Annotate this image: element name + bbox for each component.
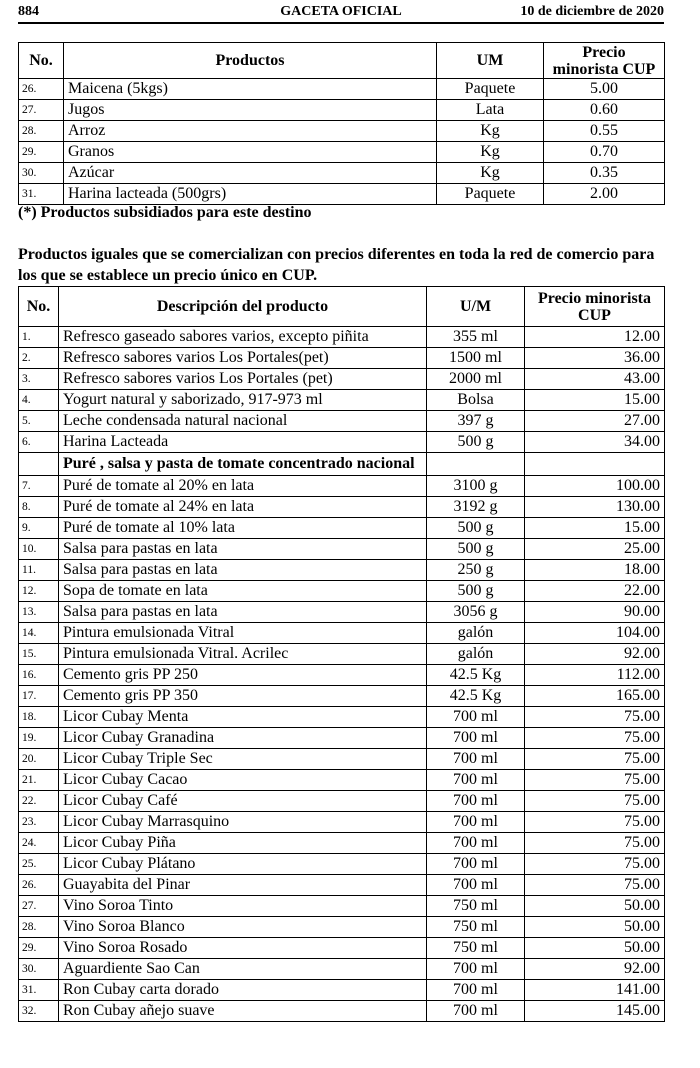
row-number: 14. (19, 623, 59, 644)
product-description: Harina Lacteada (59, 432, 427, 453)
retail-price: 75.00 (525, 854, 665, 875)
unique-price-table (18, 286, 665, 1022)
product-description: Puré de tomate al 24% en lata (59, 497, 427, 518)
table-row (19, 184, 665, 205)
issue-date: 10 de diciembre de 2020 (520, 4, 664, 19)
table-row (19, 791, 665, 812)
product-description: Salsa para pastas en lata (59, 539, 427, 560)
table-row (19, 833, 665, 854)
unit-of-measure: 500 g (427, 518, 525, 539)
unit-of-measure: 750 ml (427, 917, 525, 938)
table-row (19, 518, 665, 539)
retail-price: 0.35 (544, 163, 665, 184)
row-number: 29. (19, 142, 64, 163)
subheading-row (19, 453, 665, 476)
unit-of-measure: 700 ml (427, 749, 525, 770)
row-number: 26. (19, 79, 64, 100)
retail-price: 0.70 (544, 142, 665, 163)
product-name: Maicena (5kgs) (64, 79, 437, 100)
row-number: 31. (19, 184, 64, 205)
table-row (19, 854, 665, 875)
table-row (19, 432, 665, 453)
row-number: 30. (19, 959, 59, 980)
product-description: Licor Cubay Piña (59, 833, 427, 854)
unit-of-measure: 42.5 Kg (427, 665, 525, 686)
product-description: Licor Cubay Triple Sec (59, 749, 427, 770)
unit-of-measure: 700 ml (427, 770, 525, 791)
unit-of-measure: 355 ml (427, 327, 525, 348)
retail-price: 75.00 (525, 791, 665, 812)
product-description: Aguardiente Sao Can (59, 959, 427, 980)
row-number: 23. (19, 812, 59, 833)
row-number: 22. (19, 791, 59, 812)
retail-price: 50.00 (525, 896, 665, 917)
row-number: 11. (19, 560, 59, 581)
unit-of-measure: 500 g (427, 581, 525, 602)
header-rule (18, 22, 664, 24)
product-description: Licor Cubay Menta (59, 707, 427, 728)
product-name: Arroz (64, 121, 437, 142)
product-description: Salsa para pastas en lata (59, 560, 427, 581)
retail-price: 27.00 (525, 411, 665, 432)
product-description: Sopa de tomate en lata (59, 581, 427, 602)
unit-of-measure: Paquete (437, 184, 544, 205)
unit-of-measure: 500 g (427, 539, 525, 560)
unit-of-measure: 3100 g (427, 476, 525, 497)
table-row (19, 917, 665, 938)
table-row (19, 100, 665, 121)
table-header-row (19, 43, 665, 79)
retail-price: 104.00 (525, 623, 665, 644)
retail-price: 141.00 (525, 980, 665, 1001)
table-row (19, 497, 665, 518)
product-name: Granos (64, 142, 437, 163)
product-description: Cemento gris PP 350 (59, 686, 427, 707)
product-description: Refresco gaseado sabores varios, excepto piñita (59, 327, 427, 348)
column-header-price: Precio minorista CUP (525, 287, 665, 327)
retail-price: 75.00 (525, 833, 665, 854)
unit-of-measure: 700 ml (427, 1001, 525, 1022)
product-description: Licor Cubay Café (59, 791, 427, 812)
product-description: Salsa para pastas en lata (59, 602, 427, 623)
row-number: 19. (19, 728, 59, 749)
product-description: Vino Soroa Rosado (59, 938, 427, 959)
retail-price: 15.00 (525, 518, 665, 539)
retail-price: 0.55 (544, 121, 665, 142)
retail-price: 100.00 (525, 476, 665, 497)
page-number: 884 (18, 4, 39, 19)
column-header-description: Descripción del producto (59, 287, 427, 327)
product-description: Licor Cubay Granadina (59, 728, 427, 749)
table-row (19, 348, 665, 369)
table-row (19, 390, 665, 411)
row-number: 24. (19, 833, 59, 854)
product-description: Guayabita del Pinar (59, 875, 427, 896)
retail-price: 50.00 (525, 938, 665, 959)
retail-price: 22.00 (525, 581, 665, 602)
retail-price: 90.00 (525, 602, 665, 623)
unit-of-measure: 700 ml (427, 728, 525, 749)
column-header-no: No. (19, 287, 59, 327)
table-row (19, 411, 665, 432)
publication-title: GACETA OFICIAL (280, 4, 402, 19)
product-name: Harina lacteada (500grs) (64, 184, 437, 205)
row-number: 8. (19, 497, 59, 518)
product-description: Licor Cubay Cacao (59, 770, 427, 791)
table-row (19, 959, 665, 980)
unit-of-measure: 700 ml (427, 854, 525, 875)
unit-of-measure: 750 ml (427, 896, 525, 917)
table-row (19, 163, 665, 184)
product-description: Licor Cubay Plátano (59, 854, 427, 875)
retail-price: 75.00 (525, 812, 665, 833)
table-row (19, 938, 665, 959)
product-description: Refresco sabores varios Los Portales(pet) (59, 348, 427, 369)
unit-of-measure: Paquete (437, 79, 544, 100)
retail-price: 75.00 (525, 875, 665, 896)
subsidy-footnote: (*) Productos subsidiados para este destino (18, 204, 312, 221)
retail-price: 92.00 (525, 959, 665, 980)
unit-of-measure: Kg (437, 121, 544, 142)
row-number: 4. (19, 390, 59, 411)
table-row (19, 896, 665, 917)
table-row (19, 770, 665, 791)
product-description: Vino Soroa Blanco (59, 917, 427, 938)
row-number: 20. (19, 749, 59, 770)
retail-price: 34.00 (525, 432, 665, 453)
subheading-price-cell (525, 453, 665, 476)
unit-of-measure: 3056 g (427, 602, 525, 623)
product-description: Licor Cubay Marrasquino (59, 812, 427, 833)
table-header-row (19, 287, 665, 327)
retail-price: 145.00 (525, 1001, 665, 1022)
table-row (19, 980, 665, 1001)
row-number: 18. (19, 707, 59, 728)
table-row (19, 665, 665, 686)
retail-price: 15.00 (525, 390, 665, 411)
retail-price: 92.00 (525, 644, 665, 665)
table-row (19, 369, 665, 390)
table-row (19, 121, 665, 142)
table-row (19, 749, 665, 770)
table-row (19, 581, 665, 602)
table-row (19, 623, 665, 644)
unit-of-measure: Kg (437, 142, 544, 163)
page-header (18, 4, 664, 22)
table-row (19, 644, 665, 665)
product-description: Refresco sabores varios Los Portales (pet) (59, 369, 427, 390)
product-description: Ron Cubay añejo suave (59, 1001, 427, 1022)
row-number: 26. (19, 875, 59, 896)
row-number: 10. (19, 539, 59, 560)
retail-price: 130.00 (525, 497, 665, 518)
retail-price: 112.00 (525, 665, 665, 686)
unit-of-measure: 700 ml (427, 875, 525, 896)
table-row (19, 327, 665, 348)
row-number: 21. (19, 770, 59, 791)
unit-of-measure: 3192 g (427, 497, 525, 518)
row-number: 6. (19, 432, 59, 453)
row-number: 9. (19, 518, 59, 539)
retail-price: 75.00 (525, 707, 665, 728)
row-number: 30. (19, 163, 64, 184)
row-number: 28. (19, 121, 64, 142)
unit-of-measure: 42.5 Kg (427, 686, 525, 707)
row-number: 29. (19, 938, 59, 959)
table-row (19, 707, 665, 728)
table-row (19, 602, 665, 623)
retail-price: 18.00 (525, 560, 665, 581)
row-number: 16. (19, 665, 59, 686)
table-row (19, 539, 665, 560)
product-description: Leche condensada natural nacional (59, 411, 427, 432)
row-number: 3. (19, 369, 59, 390)
product-description: Puré de tomate al 20% en lata (59, 476, 427, 497)
row-number: 32. (19, 1001, 59, 1022)
products-table (18, 42, 665, 205)
row-number: 25. (19, 854, 59, 875)
subheading-no-cell (19, 453, 59, 476)
retail-price: 0.60 (544, 100, 665, 121)
table-row (19, 560, 665, 581)
unit-of-measure: 1500 ml (427, 348, 525, 369)
product-description: Vino Soroa Tinto (59, 896, 427, 917)
unit-of-measure: 700 ml (427, 812, 525, 833)
column-header-product: Productos (64, 43, 437, 79)
table-row (19, 142, 665, 163)
unit-of-measure: 750 ml (427, 938, 525, 959)
row-number: 27. (19, 896, 59, 917)
row-number: 31. (19, 980, 59, 1001)
subheading-text: Puré , salsa y pasta de tomate concentrado nacional (59, 453, 427, 476)
unit-of-measure: 2000 ml (427, 369, 525, 390)
retail-price: 2.00 (544, 184, 665, 205)
row-number: 12. (19, 581, 59, 602)
row-number: 7. (19, 476, 59, 497)
product-name: Jugos (64, 100, 437, 121)
row-number: 13. (19, 602, 59, 623)
unit-of-measure: galón (427, 623, 525, 644)
column-header-um: UM (437, 43, 544, 79)
table-row (19, 79, 665, 100)
unit-of-measure: 700 ml (427, 959, 525, 980)
retail-price: 36.00 (525, 348, 665, 369)
retail-price: 165.00 (525, 686, 665, 707)
product-description: Cemento gris PP 250 (59, 665, 427, 686)
retail-price: 75.00 (525, 728, 665, 749)
column-header-um: U/M (427, 287, 525, 327)
row-number: 5. (19, 411, 59, 432)
column-header-price: Precio minorista CUP (544, 43, 665, 79)
product-description: Pintura emulsionada Vitral (59, 623, 427, 644)
retail-price: 12.00 (525, 327, 665, 348)
table-row (19, 812, 665, 833)
unit-of-measure: Lata (437, 100, 544, 121)
unit-of-measure: 700 ml (427, 833, 525, 854)
retail-price: 50.00 (525, 917, 665, 938)
table-row (19, 728, 665, 749)
unit-of-measure: Kg (437, 163, 544, 184)
product-description: Yogurt natural y saborizado, 917-973 ml (59, 390, 427, 411)
table-row (19, 686, 665, 707)
unit-of-measure: 397 g (427, 411, 525, 432)
row-number: 28. (19, 917, 59, 938)
product-description: Puré de tomate al 10% lata (59, 518, 427, 539)
table-row (19, 875, 665, 896)
unit-of-measure: 250 g (427, 560, 525, 581)
row-number: 2. (19, 348, 59, 369)
product-description: Ron Cubay carta dorado (59, 980, 427, 1001)
retail-price: 43.00 (525, 369, 665, 390)
row-number: 27. (19, 100, 64, 121)
retail-price: 5.00 (544, 79, 665, 100)
column-header-no: No. (19, 43, 64, 79)
section-paragraph: Productos iguales que se comercializan con precios diferentes en toda la red de comercio para los que se establece un precio único en CUP. (18, 246, 655, 284)
unit-of-measure: galón (427, 644, 525, 665)
row-number: 1. (19, 327, 59, 348)
retail-price: 25.00 (525, 539, 665, 560)
unit-of-measure: 700 ml (427, 980, 525, 1001)
unit-of-measure: 700 ml (427, 791, 525, 812)
table-row (19, 476, 665, 497)
unit-of-measure: 500 g (427, 432, 525, 453)
retail-price: 75.00 (525, 770, 665, 791)
row-number: 17. (19, 686, 59, 707)
subheading-um-cell (427, 453, 525, 476)
product-description: Pintura emulsionada Vitral. Acrilec (59, 644, 427, 665)
unit-of-measure: 700 ml (427, 707, 525, 728)
row-number: 15. (19, 644, 59, 665)
retail-price: 75.00 (525, 749, 665, 770)
unit-of-measure: Bolsa (427, 390, 525, 411)
product-name: Azúcar (64, 163, 437, 184)
table-row (19, 1001, 665, 1022)
